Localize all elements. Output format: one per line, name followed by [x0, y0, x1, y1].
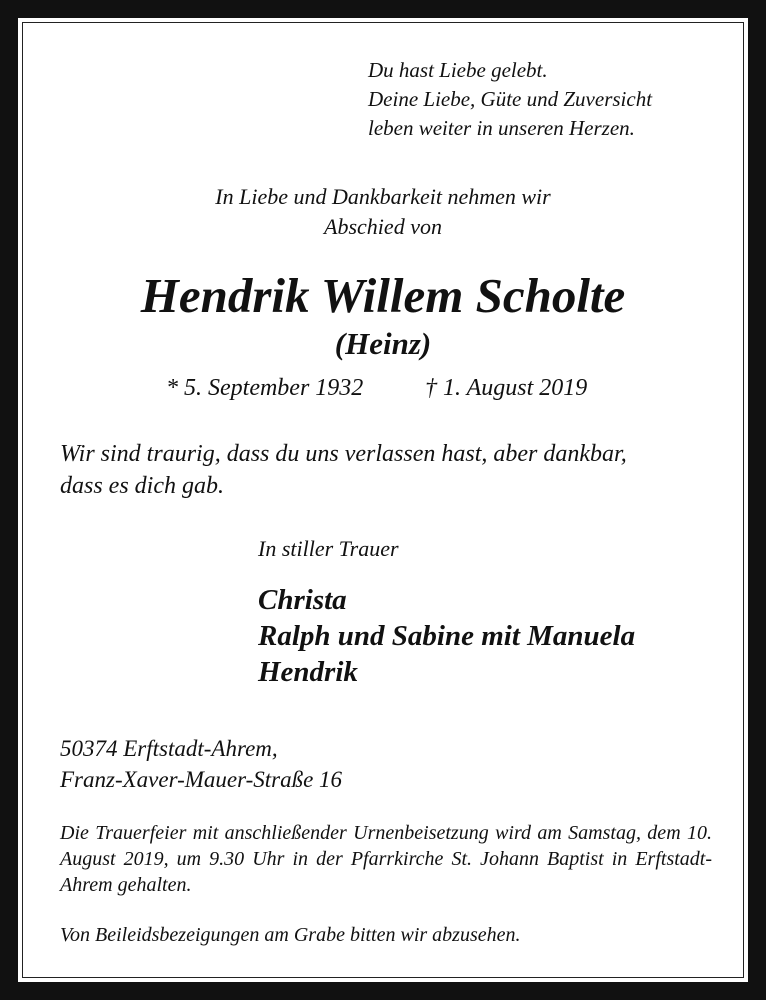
intro-line: In Liebe und Dankbarkeit nehmen wir: [215, 184, 551, 209]
address-block: [60, 733, 342, 795]
motto-line: Du hast Liebe gelebt.: [368, 58, 548, 82]
statement-line: Wir sind traurig, dass du uns verlassen hast, aber dankbar,: [60, 441, 627, 467]
statement-line: dass es dich gab.: [60, 473, 224, 499]
motto-verse: [368, 56, 652, 143]
address-line: 50374 Erftstadt-Ahrem,: [60, 736, 278, 761]
intro-text: [0, 182, 766, 242]
intro-line: Abschied von: [324, 214, 442, 239]
statement-text: [60, 438, 627, 502]
funeral-notice: Die Trauerfeier mit anschließender Urnenbeisetzung wird am Samstag, dem 10. August 2019, um 9.30 Uhr in der Pfarrkirche St. Johann Baptist in Erftstadt-Ahrem gehalten.: [60, 822, 712, 896]
motto-line: Deine Liebe, Güte und Zuversicht: [368, 87, 653, 111]
mourner-name: Hendrik: [258, 656, 358, 688]
deceased-name: Hendrik Willem Scholte: [140, 268, 626, 323]
mourners-list: [258, 582, 635, 690]
mourner-name: Christa: [258, 584, 347, 616]
mourning-label: In stiller Trauer: [258, 536, 399, 561]
address-line: Franz-Xaver-Mauer-Straße 16: [60, 767, 343, 792]
birth-date: * 5. September 1932: [166, 375, 364, 401]
mourner-name: Ralph und Sabine mit Manuela: [258, 620, 636, 652]
motto-line: leben weiter in unseren Herzen.: [368, 116, 635, 140]
deceased-nickname: (Heinz): [334, 326, 432, 361]
death-date: † 1. August 2019: [425, 375, 588, 401]
condolence-request: Von Beileidsbezeigungen am Grabe bitten wir abzusehen.: [60, 924, 521, 946]
